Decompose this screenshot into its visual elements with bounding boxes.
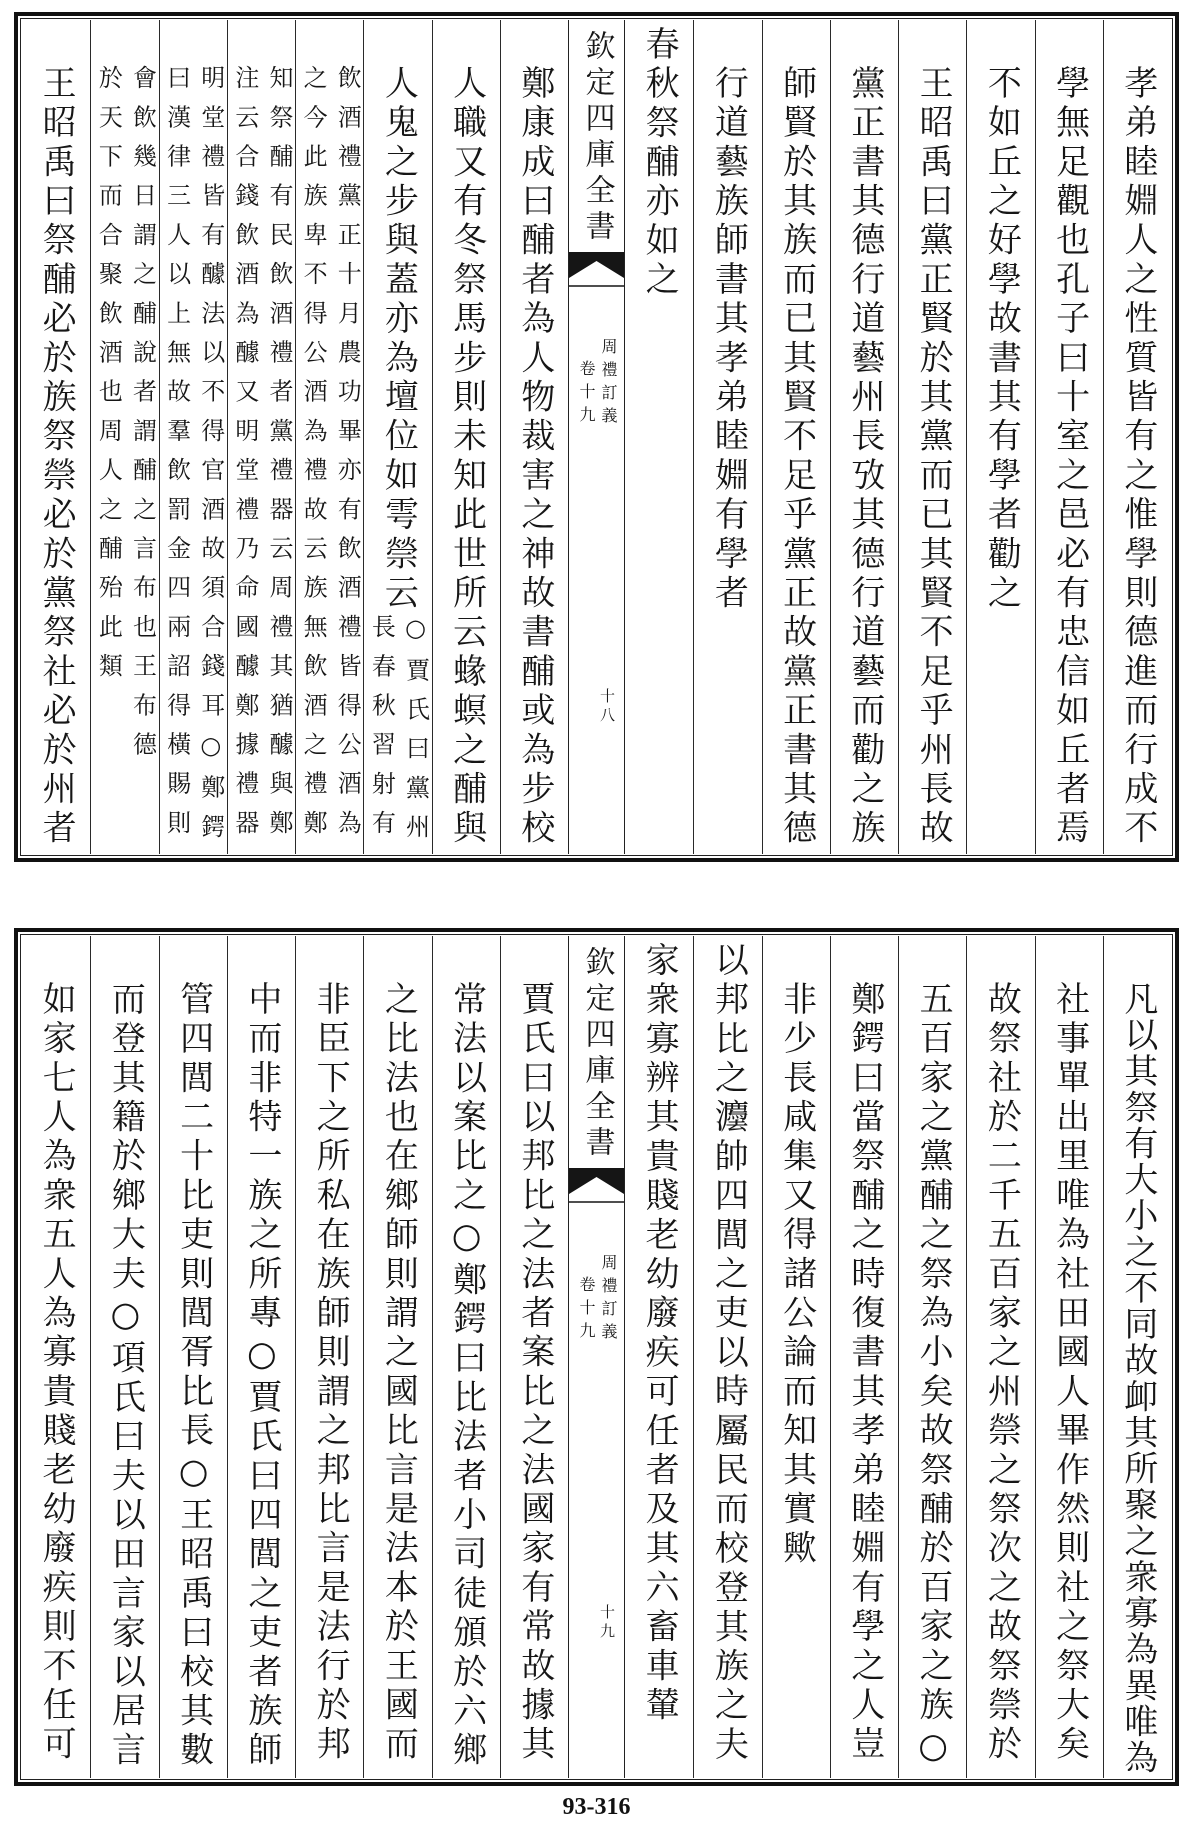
annotation-line-left: 注云合錢飲酒為醵又明堂禮乃命國醵鄭據禮器 xyxy=(230,65,259,850)
text-column xyxy=(625,20,693,854)
commentary-text: 師賢於其族而已其賢不足乎黨正故黨正書其德 xyxy=(776,65,817,850)
text-column xyxy=(1035,936,1103,1778)
commentary-text: 社事單出里唯為社田國人畢作然則社之祭大矣 xyxy=(1049,981,1090,1766)
text-column xyxy=(898,20,966,854)
text-column xyxy=(363,936,431,1778)
commentary-text: 學無足觀也孔子曰十室之邑必有忠信如丘者焉 xyxy=(1049,65,1090,850)
text-column xyxy=(830,20,898,854)
commentary-text: 五百家之黨酺之祭為小矣故祭酺於百家之族○ xyxy=(913,981,954,1772)
text-column xyxy=(762,20,830,854)
commentary-text: 非少長咸集又得諸公論而知其實歟 xyxy=(776,981,817,1570)
fish-tail-mark xyxy=(569,252,624,292)
commentary-text: 人職又有冬祭馬步則未知此世所云蝝螟之酺與 xyxy=(446,65,487,850)
commentary-text: 非臣下之所私在族師則謂之邦比言是法行於邦 xyxy=(310,981,351,1766)
commentary-text: 不如丘之好學故書其有學者勸之 xyxy=(981,65,1022,614)
text-column xyxy=(693,20,761,854)
volume-label: 卷十九 xyxy=(577,1276,596,1345)
commentary-text: 黨正書其德行道藝州長攷其德行道藝而勸之族 xyxy=(844,65,885,850)
annotation-line-right: 會飲幾日謂之酺說者謂酺之言布也王布德 xyxy=(128,65,157,771)
fish-tail-icon xyxy=(569,1168,624,1208)
commentary-text: 人鬼之步與蓋亦為壇位如雩禜云 xyxy=(378,65,419,614)
text-column xyxy=(432,936,500,1778)
text-column xyxy=(90,936,158,1778)
text-column xyxy=(159,936,227,1778)
text-column xyxy=(830,936,898,1778)
text-column xyxy=(432,20,500,854)
book-title: 周禮訂義 xyxy=(599,338,618,430)
commentary-text: 如家七人為衆五人為寡貴賤老幼廢疾則不任可 xyxy=(36,981,77,1766)
collection-title: 欽定四庫全書 xyxy=(579,946,615,1162)
center-fold-strip xyxy=(568,936,625,1778)
fish-tail-mark xyxy=(569,1168,624,1208)
text-column xyxy=(227,936,295,1778)
annotation-line-right: 明堂禮皆有醵法以不得官酒故須合錢耳○鄭鍔 xyxy=(196,65,225,854)
annotation-line-left: 曰漢律三人以上無故羣飲罰金四兩詔得橫賜則 xyxy=(162,65,191,850)
annotation-line-right: 知祭酺有民飲酒禮者黨禮器云周禮其猶醵與鄭 xyxy=(264,65,293,850)
commentary-text: 故祭社於二千五百家之州禜之祭次之故祭禜於 xyxy=(981,981,1022,1766)
text-column xyxy=(1103,20,1171,854)
annotation-line-left: 長春秋習射有 xyxy=(367,614,396,850)
text-column xyxy=(22,20,90,854)
text-column xyxy=(295,936,363,1778)
page-panel-upper xyxy=(14,12,1179,862)
page-text-area xyxy=(22,936,1171,1778)
commentary-text: 鄭鍔曰當祭酺之時復書其孝弟睦婣有學之人豈 xyxy=(844,981,885,1766)
text-column xyxy=(762,936,830,1778)
text-column xyxy=(966,936,1034,1778)
text-column xyxy=(1035,20,1103,854)
page-number: 十八 xyxy=(598,688,616,726)
commentary-text: 王昭禹曰祭酺必於族祭禜必於黨祭社必於州者 xyxy=(36,65,77,850)
center-fold-strip xyxy=(568,20,625,854)
text-column xyxy=(90,20,158,854)
annotation-line-left: 於天下而合聚飲酒也周人之酺殆此類 xyxy=(94,65,123,693)
text-column xyxy=(1103,936,1171,1778)
page-number: 十九 xyxy=(598,1604,616,1642)
classic-text: 春秋祭酺亦如之 xyxy=(639,26,680,301)
volume-label: 卷十九 xyxy=(577,360,596,429)
text-column xyxy=(227,20,295,854)
commentary-text: 王昭禹曰黨正賢於其黨而已其賢不足乎州長故 xyxy=(913,65,954,850)
text-column xyxy=(500,936,568,1778)
text-column xyxy=(500,20,568,854)
page-panel-lower xyxy=(14,928,1179,1786)
annotation-line-right: 飲酒禮黨正十月農功畢亦有飲酒禮皆得公酒為 xyxy=(333,65,362,850)
text-column xyxy=(625,936,693,1778)
commentary-text: 行道藝族師書其孝弟睦婣有學者 xyxy=(708,65,749,614)
commentary-text: 賈氏曰以邦比之法者案比之法國家有常故據其 xyxy=(514,981,555,1766)
text-column xyxy=(22,936,90,1778)
classic-text: 以邦比之灋帥四閭之吏以時屬民而校登其族之夫 xyxy=(708,942,749,1766)
collection-title: 欽定四庫全書 xyxy=(579,30,615,246)
annotation-line-right: ○賈氏曰黨州 xyxy=(401,614,430,854)
text-column xyxy=(966,20,1034,854)
text-column xyxy=(898,936,966,1778)
text-column xyxy=(295,20,363,854)
annotation-line-left: 之今此族卑不得公酒為禮故云族無飲酒之禮鄭 xyxy=(299,65,328,850)
classic-text: 家衆寡辨其貴賤老幼廢疾可任者及其六畜車輦 xyxy=(639,942,680,1726)
commentary-text: 管四閭二十比吏則閭胥比長○王昭禹曰校其數 xyxy=(173,981,214,1772)
commentary-text: 而登其籍於鄉大夫○項氏曰夫以田言家以居言 xyxy=(105,981,146,1772)
sheet-number: 93-316 xyxy=(562,1794,631,1820)
page-text-area xyxy=(22,20,1171,854)
text-column xyxy=(693,936,761,1778)
commentary-text: 孝弟睦婣人之性質皆有之惟學則德進而行成不 xyxy=(1117,65,1158,850)
text-column xyxy=(363,20,431,854)
commentary-text: 常法以案比之○鄭鍔曰比法者小司徒頒於六鄉 xyxy=(446,981,487,1772)
commentary-text: 凡以其祭有大小之不同故卹其所聚之衆寡為異唯為 xyxy=(1117,981,1158,1776)
fish-tail-icon xyxy=(569,252,624,292)
text-column xyxy=(159,20,227,854)
commentary-text: 之比法也在鄉師則謂之國比言是法本於王國而 xyxy=(378,981,419,1766)
commentary-text: 鄭康成曰酺者為人物裁害之神故書酺或為步校 xyxy=(514,65,555,850)
book-title: 周禮訂義 xyxy=(599,1254,618,1346)
commentary-text: 中而非特一族之所專○賈氏曰四閭之吏者族師 xyxy=(241,981,282,1772)
